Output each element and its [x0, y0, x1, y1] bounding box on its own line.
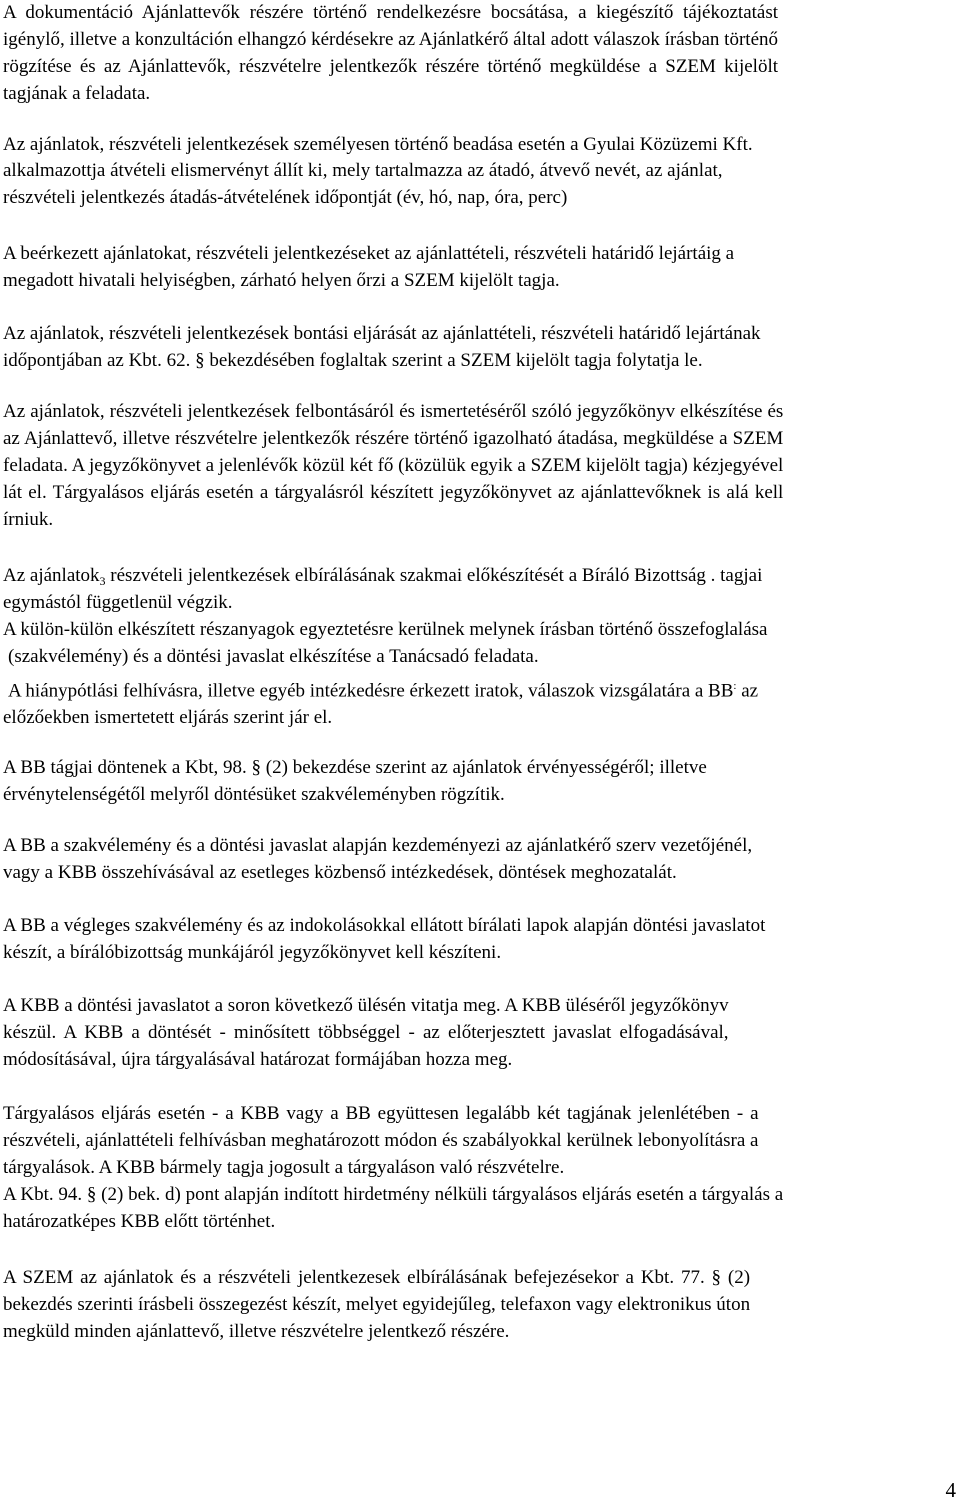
text-line: készül. A KBB a döntését - minősített többséggel - az előterjesztett javaslat elfogadásával, — [3, 1021, 729, 1043]
text-line: A dokumentáció Ajánlattevők részére történő rendelkezésre bocsátása, a kiegészítő tájékoztatást — [3, 2, 779, 23]
text-line: Tárgyalásos eljárás esetén - a KBB vagy a BB együttesen legalább két tagjának jelenlétében - a — [3, 1103, 759, 1124]
text-line: A KBB a döntési javaslatot a soron következő ülésén vitatja meg. A KBB üléséről jegyzőkönyv — [3, 995, 729, 1016]
paragraph-bb-final — [3, 913, 765, 967]
text-line: igénylő, illetve a konzultáción elhangzó kérdésekre az Ajánlatkérő által adott válaszok írásban történő — [3, 28, 779, 50]
text-line: Az ajánlatok, részvételi jelentkezések személyesen történő beadása esetén a Gyulai Közüzemi Kft. — [3, 134, 753, 155]
text-line: Az ajánlatok, részvételi jelentkezések bontási eljárását az ajánlattételi, részvételi határidő lejártának — [3, 323, 761, 344]
text-line: időpontjában az Kbt. 62. § bekezdésében foglaltak szerint a SZEM kijelölt tagja folytatja le. — [3, 349, 703, 371]
text-line: A beérkezett ajánlatokat, részvételi jelentkezéseket az ajánlattételi, részvételi határidő lejártáig a — [3, 243, 735, 264]
paragraph-submission — [3, 132, 753, 159]
text-line: az Ajánlattevő, illetve részvételre jelentkezők részére történő igazolható átadása, megküldése a SZEM — [3, 427, 784, 449]
text-line: (szakvélemény) és a döntési javaslat elkészítése a Tanácsadó feladata. — [8, 645, 539, 667]
text-fragment: az — [736, 680, 759, 702]
paragraph-deficiency — [3, 673, 758, 732]
text-line: egymástól függetlenül végzik. — [3, 591, 233, 613]
text-fragment: részvételi jelentkezések elbírálásának szakmai előkészítését a Bíráló Bizottság . tagjai — [105, 565, 763, 586]
text-line: rögzítése és az Ajánlattevők, részvételre jelentkezők részére történő megküldése a SZEM kijelölt — [3, 55, 779, 77]
paragraph-bb-decision — [3, 755, 707, 809]
text-line: készít, a bírálóbizottság munkájáról jegyzőkönyvet kell készíteni. — [3, 941, 502, 963]
text-line: érvénytelenségétől melyről döntésüket szakvéleményben rögzítik. — [3, 783, 505, 805]
text-line: előzőekben ismertetett eljárás szerint jár el. — [3, 707, 333, 729]
text-line: tárgyalások. A KBB bármely tagja jogosult a tárgyaláson való részvételre. — [3, 1156, 565, 1178]
text-fragment: Az ajánlatok — [3, 565, 100, 586]
text-line: megküld minden ajánlattevő, illetve részvételre jelentkező részére. — [3, 1320, 510, 1342]
text-line: írniuk. — [3, 508, 54, 530]
text-line: alkalmazottja átvételi elismervényt állít ki, mely tartalmazza az átadó, átvevő nevét, az ajánlat, — [3, 160, 723, 181]
text-line — [3, 673, 758, 705]
text-line — [3, 563, 762, 590]
text-line: A Kbt. 94. § (2) bek. d) pont alapján indított hirdetmény nélküli tárgyalásos eljárás esetén a tárgyalás a — [3, 1184, 784, 1205]
paragraph-minutes — [3, 399, 783, 534]
text-line: vagy a KBB összehívásával az esetleges közbenső intézkedések, döntések meghozatalát. — [3, 861, 677, 883]
paragraph-storage — [3, 241, 734, 295]
paragraph-receipt — [3, 158, 723, 212]
text-line: megadott hivatali helyiségben, zárható helyen őrzi a SZEM kijelölt tagja. — [3, 269, 560, 291]
page-number: 4 — [945, 1478, 956, 1502]
paragraph-negotiation — [3, 1101, 759, 1182]
text-line: részvételi jelentkezés átadás-átvételének időpontját (év, hó, nap, óra, perc) — [3, 186, 568, 208]
text-line: A külön-külön elkészített részanyagok egyeztetésre kerülnek melynek írásban történő összefoglalása — [3, 619, 768, 640]
text-line: A BB tágjai döntenek a Kbt, 98. § (2) bekezdése szerint az ajánlatok érvényességéről; illetve — [3, 757, 707, 778]
text-line: tagjának a feladata. — [3, 82, 151, 104]
text-line: feladata. A jegyzőkönyvet a jelenlévők közül két fő (közülük egyik a SZEM kijelölt tagja) kézjegyével — [3, 454, 784, 476]
text-line: lát el. Tárgyalásos eljárás esetén a tárgyalásról készített jegyzőkönyvet az ajánlattevőknek is alá kell — [3, 481, 784, 503]
subscript: 3 — [99, 574, 106, 588]
text-line: A SZEM az ajánlatok és a részvételi jelentkezesek elbírálásának befejezésekor a Kbt. 77. § (2) — [3, 1267, 751, 1288]
text-line: módosításával, újra tárgyalásával határozat formájában hozza meg. — [3, 1048, 513, 1070]
text-line: határozatképes KBB előtt történhet. — [3, 1210, 276, 1232]
text-line: bekezdés szerinti írásbeli összegezést készít, melyet egyidejűleg, telefaxon vagy elektronikus úton — [3, 1293, 751, 1315]
paragraph-bb-initiative — [3, 833, 752, 887]
paragraph-opening — [3, 321, 761, 375]
superscript: : — [733, 680, 737, 692]
paragraph-kbt-94 — [3, 1182, 783, 1236]
text-line: Az ajánlatok, részvételi jelentkezések felbontásáról és ismertetéséről szóló jegyzőkönyv elkészítése és — [3, 401, 784, 422]
paragraph-evaluation — [3, 563, 762, 617]
text-line: részvételi, ajánlattételi felhívásban meghatározott módon és szabályokkal kerülnek lebonyolításra a — [3, 1129, 759, 1151]
paragraph-documentation — [3, 0, 778, 108]
text-line: A BB a szakvélemény és a döntési javaslat alapján kezdeményezi az ajánlatkérő szerv vezetőjénél, — [3, 835, 753, 856]
paragraph-partial-materials — [3, 617, 767, 671]
text-fragment: A hiánypótlási felhívásra, illetve egyéb intézkedésre érkezett iratok, válaszok vizsgálatára a BB — [8, 680, 734, 702]
text-line: A BB a végleges szakvélemény és az indokolásokkal ellátott bírálati lapok alapján döntési javaslatot — [3, 915, 766, 936]
paragraph-kbb-meeting — [3, 993, 729, 1074]
paragraph-summary — [3, 1265, 750, 1346]
